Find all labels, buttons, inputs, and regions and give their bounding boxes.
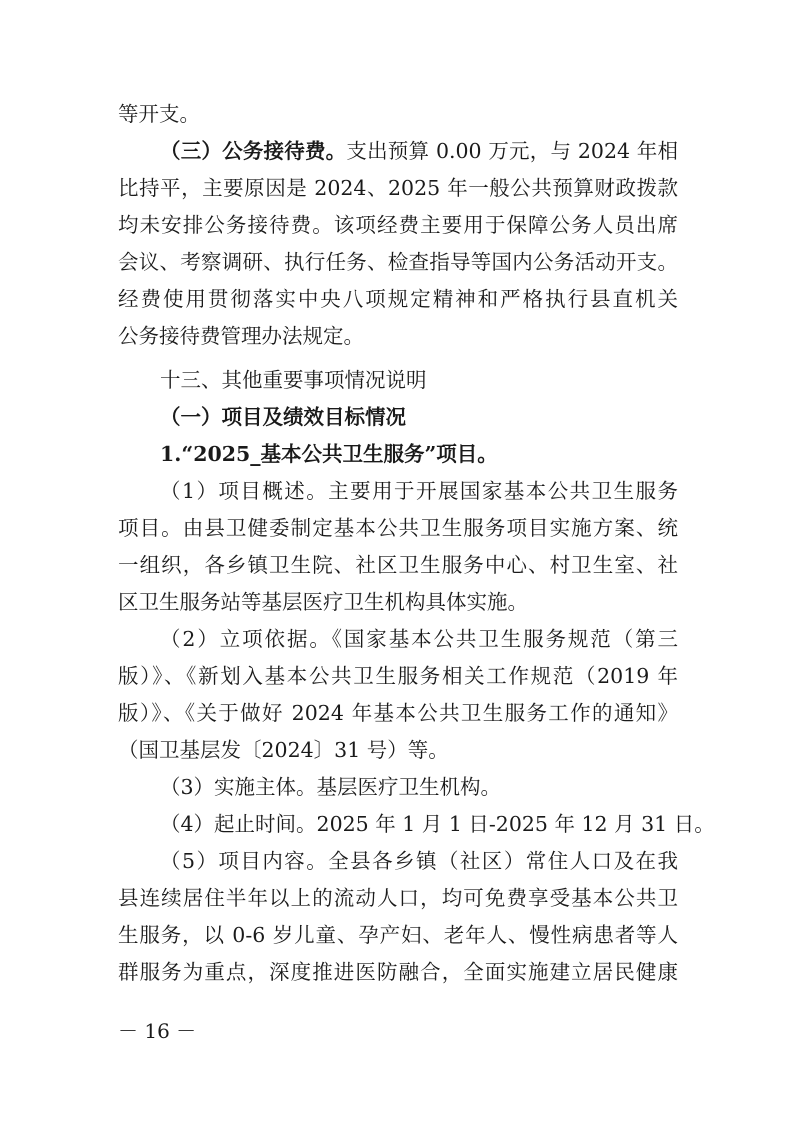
paragraph-line: （5）项目内容。全县各乡镇（社区）常住人口及在我: [160, 849, 678, 873]
paragraph-line: 项目。由县卫健委制定基本公共卫生服务项目实施方案、统: [118, 516, 678, 540]
paragraph-line: 版）》、《关于做好 2024 年基本公共卫生服务工作的通知》: [118, 701, 678, 725]
paragraph-line: 生服务，以 0-6 岁儿童、孕产妇、老年人、慢性病患者等人: [118, 923, 678, 947]
paragraph-line: [118, 133, 678, 170]
paragraph-line: （2）立项依据。《国家基本公共卫生服务规范（第三: [160, 627, 678, 651]
paragraph-line: 经费使用贯彻落实中央八项规定精神和严格执行县直机关: [118, 287, 678, 311]
paragraph-line: 等开支。: [118, 102, 200, 126]
paragraph-line: （国卫基层发〔2024〕31 号）等。: [118, 738, 449, 762]
paragraph-line: 版）》、《新划入基本公共卫生服务相关工作规范（2019 年: [118, 664, 678, 688]
section-heading-other-matters: 十三、其他重要事项情况说明: [160, 368, 427, 392]
paragraph-line: （4）起止时间。2025 年 1 月 1 日-2025 年 12 月 31 日。: [160, 812, 715, 836]
document-body: [118, 96, 715, 991]
paragraph-line: （1）项目概述。主要用于开展国家基本公共卫生服务: [160, 479, 678, 503]
paragraph-line: 群服务为重点，深度推进医防融合，全面实施建立居民健康: [118, 960, 678, 984]
paragraph-line: 县连续居住半年以上的流动人口，均可免费享受基本公共卫: [118, 886, 678, 910]
paragraph-line: 均未安排公务接待费。该项经费主要用于保障公务人员出席: [118, 213, 678, 237]
project-title: 1.“2025_基本公共卫生服务”项目。: [160, 442, 498, 466]
paragraph-line: 一组织，各乡镇卫生院、社区卫生服务中心、村卫生室、社: [118, 553, 678, 577]
paragraph-line: 公务接待费管理办法规定。: [118, 324, 364, 348]
page-number: － 16 －: [118, 1019, 197, 1043]
paragraph-line: 比持平，主要原因是 2024、2025 年一般公共预算财政拨款: [118, 176, 678, 200]
paragraph-line: （3）实施主体。基层医疗卫生机构。: [160, 775, 502, 799]
paragraph-line: 区卫生服务站等基层医疗卫生机构具体实施。: [118, 590, 528, 614]
paragraph-text: 支出预算 0.00 万元，与 2024 年相: [346, 139, 678, 163]
paragraph-line: 会议、考察调研、执行任务、检查指导等国内公务活动开支。: [118, 250, 678, 274]
subsection-heading-project-goals: （一）项目及绩效目标情况: [160, 405, 406, 429]
section-heading-reception-expense: （三）公务接待费。: [160, 139, 347, 163]
